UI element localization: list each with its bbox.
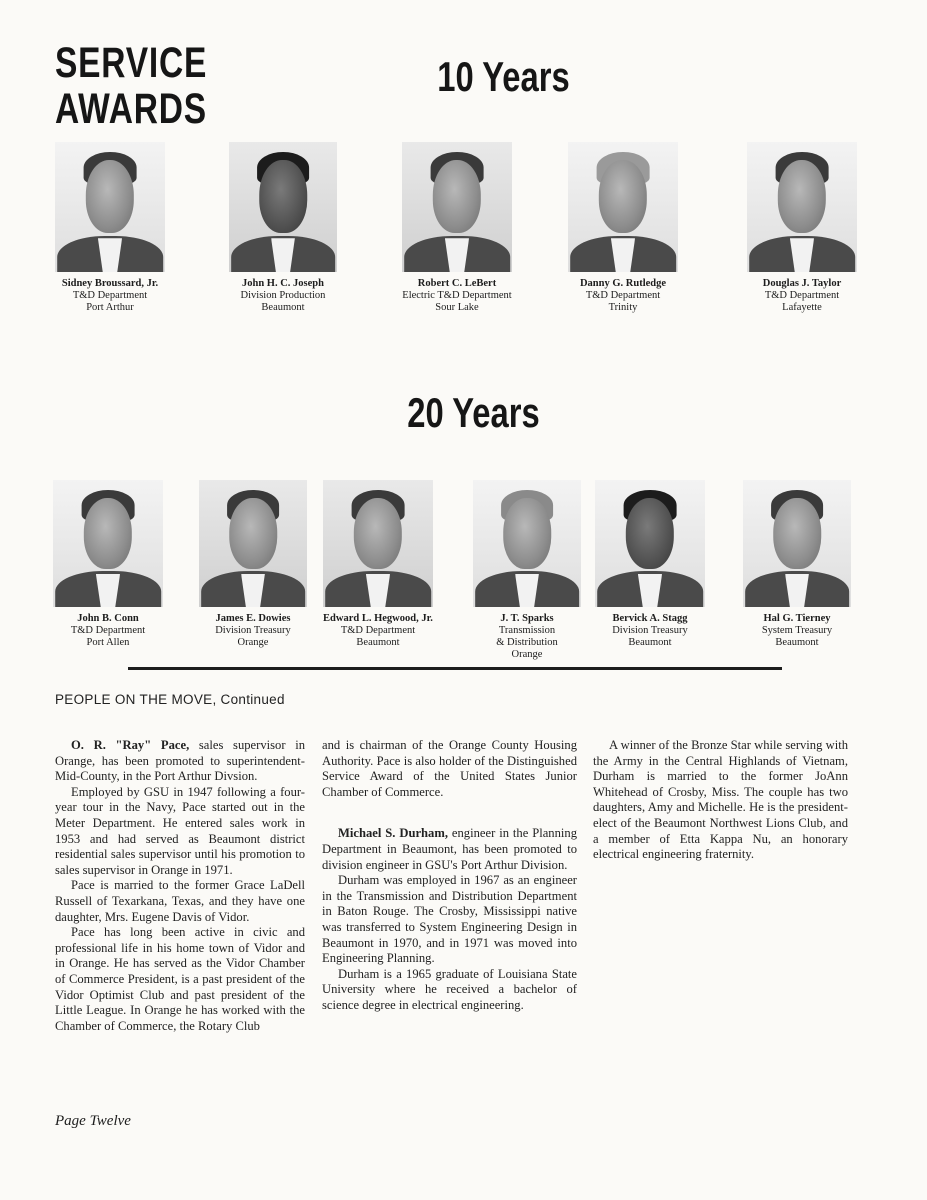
person-name: Hal G. Tierney bbox=[763, 613, 831, 624]
person-dept: T&D Department bbox=[72, 290, 148, 301]
person-card bbox=[575, 480, 725, 649]
person-dept: System Treasury bbox=[761, 625, 833, 636]
person-card bbox=[33, 480, 183, 649]
person-card bbox=[303, 480, 453, 649]
person-location: Trinity bbox=[608, 302, 638, 313]
person-location: Beaumont bbox=[261, 302, 305, 313]
portrait-photo bbox=[747, 142, 857, 272]
caption bbox=[35, 278, 185, 314]
person-location: Orange bbox=[237, 637, 269, 648]
person-dept-2: & Distribution bbox=[496, 637, 558, 648]
caption bbox=[208, 278, 358, 314]
paragraph: Pace is married to the former Grace LaDell Russell of Texarkana, Texas, and they have one daughter, Mrs. Eugene Davis of Vidor. bbox=[55, 878, 305, 924]
person-card bbox=[548, 142, 698, 314]
person-card bbox=[382, 142, 532, 314]
paragraph-text: engineer in the Planning Department in Beaumont, has been promoted to division engineer in GSU's Port Arthur Division. bbox=[322, 826, 577, 872]
person-location: Beaumont bbox=[775, 637, 819, 648]
paragraph: A winner of the Bronze Star while serving with the Army in the Central Highlands of Vietnam, Durham is married to the former JoAnn Whitehead of Crosby, Miss. The couple has two daughters, Amy and Michelle. He is the president-elect of the Beaumont Northwest Lions Club, and a member of Etta Kappa Nu, an honorary electrical engineering fraternity. bbox=[593, 738, 848, 862]
person-dept: Division Treasury bbox=[612, 625, 688, 636]
person-location: Sour Lake bbox=[435, 302, 479, 313]
paragraph bbox=[322, 826, 577, 873]
caption bbox=[303, 613, 453, 649]
person-name: John B. Conn bbox=[77, 613, 139, 624]
person-name: Sidney Broussard, Jr. bbox=[61, 278, 159, 289]
paragraph: Pace has long been active in civic and professional life in his home town of Vidor and in Orange. He has served as the Vidor Chamber of Commerce President, is a past president of the Vidor Optimist Club and past president of the Little League. In Orange he has worked with the Chamber of Commerce, the Rotary Club bbox=[55, 925, 305, 1033]
person-location: Beaumont bbox=[356, 637, 400, 648]
portrait-photo bbox=[229, 142, 337, 272]
portrait-photo bbox=[402, 142, 512, 272]
person-card bbox=[208, 142, 358, 314]
person-location: Lafayette bbox=[782, 302, 822, 313]
paragraph-text: sales supervisor in Orange, has been promoted to superintendent-Mid-County, in the Port Arthur Divsion. bbox=[55, 738, 305, 784]
caption bbox=[727, 278, 877, 314]
paragraph bbox=[55, 738, 305, 785]
person-name: John H. C. Joseph bbox=[242, 278, 324, 289]
paragraph: Durham is a 1965 graduate of Louisiana State University where he received a bachelor of science degree in electrical engineering. bbox=[322, 966, 577, 1012]
person-dept: Transmission bbox=[498, 625, 556, 636]
person-card bbox=[722, 480, 872, 649]
person-name: J. T. Sparks bbox=[500, 613, 554, 624]
portrait-photo bbox=[595, 480, 705, 607]
paragraph: and is chairman of the Orange County Housing Authority. Pace is also holder of the Distinguished Service Award of the United States Junior Chamber of Commerce. bbox=[322, 738, 577, 799]
person-name: James E. Dowies bbox=[215, 613, 291, 624]
portrait-photo bbox=[53, 480, 163, 607]
person-lead-name: O. R. "Ray" Pace, bbox=[71, 738, 190, 752]
article-heading: PEOPLE ON THE MOVE, Continued bbox=[55, 692, 285, 707]
caption bbox=[722, 613, 872, 649]
person-location: Port Allen bbox=[86, 637, 130, 648]
person-card bbox=[727, 142, 877, 314]
person-dept: Division Treasury bbox=[215, 625, 291, 636]
caption bbox=[575, 613, 725, 649]
person-card bbox=[35, 142, 185, 314]
caption bbox=[548, 278, 698, 314]
person-dept: Division Production bbox=[240, 290, 326, 301]
person-location: Port Arthur bbox=[86, 302, 134, 313]
person-name: Bervick A. Stagg bbox=[612, 613, 688, 624]
article-column-1 bbox=[55, 738, 305, 1034]
person-dept: T&D Department bbox=[340, 625, 416, 636]
person-name: Robert C. LeBert bbox=[417, 278, 497, 289]
person-lead-name: Michael S. Durham, bbox=[338, 826, 448, 841]
article-column-3 bbox=[593, 738, 848, 863]
portrait-photo bbox=[743, 480, 851, 607]
article-column-2 bbox=[322, 738, 577, 1014]
portrait-photo bbox=[55, 142, 165, 272]
portrait-photo bbox=[473, 480, 581, 607]
section-title-10-years: 10 Years bbox=[437, 53, 570, 100]
headline-awards: AWARDS bbox=[55, 85, 207, 133]
person-location: Orange bbox=[511, 649, 543, 660]
caption bbox=[33, 613, 183, 649]
person-name: Edward L. Hegwood, Jr. bbox=[323, 613, 433, 624]
section-title-20-years: 20 Years bbox=[407, 389, 540, 436]
headline-service: SERVICE bbox=[55, 39, 208, 87]
person-name: Douglas J. Taylor bbox=[762, 278, 842, 289]
person-name: Danny G. Rutledge bbox=[579, 278, 667, 289]
paragraph: Employed by GSU in 1947 following a four-year tour in the Navy, Pace started out in the Meter Department. He entered sales work in 1953 and had served as Beaumont district residential sales supervisor until his promotion to sales supervisor in Orange in 1971. bbox=[55, 784, 305, 877]
portrait-photo bbox=[323, 480, 433, 607]
person-dept: Electric T&D Department bbox=[402, 290, 512, 301]
person-location: Beaumont bbox=[628, 637, 672, 648]
caption bbox=[382, 278, 532, 314]
person-dept: T&D Department bbox=[70, 625, 146, 636]
person-dept: T&D Department bbox=[764, 290, 840, 301]
section-divider bbox=[128, 667, 782, 670]
portrait-photo bbox=[199, 480, 307, 607]
portrait-photo bbox=[568, 142, 678, 272]
paragraph: Durham was employed in 1967 as an engineer in the Transmission and Distribution Department in Baton Rouge. The Crosby, Mississippi native was transferred to System Engineering Design in Beaumont in 1970, and in 1971 was moved into Engineering Planning. bbox=[322, 873, 577, 966]
person-dept: T&D Department bbox=[585, 290, 661, 301]
page-number: Page Twelve bbox=[55, 1113, 131, 1129]
